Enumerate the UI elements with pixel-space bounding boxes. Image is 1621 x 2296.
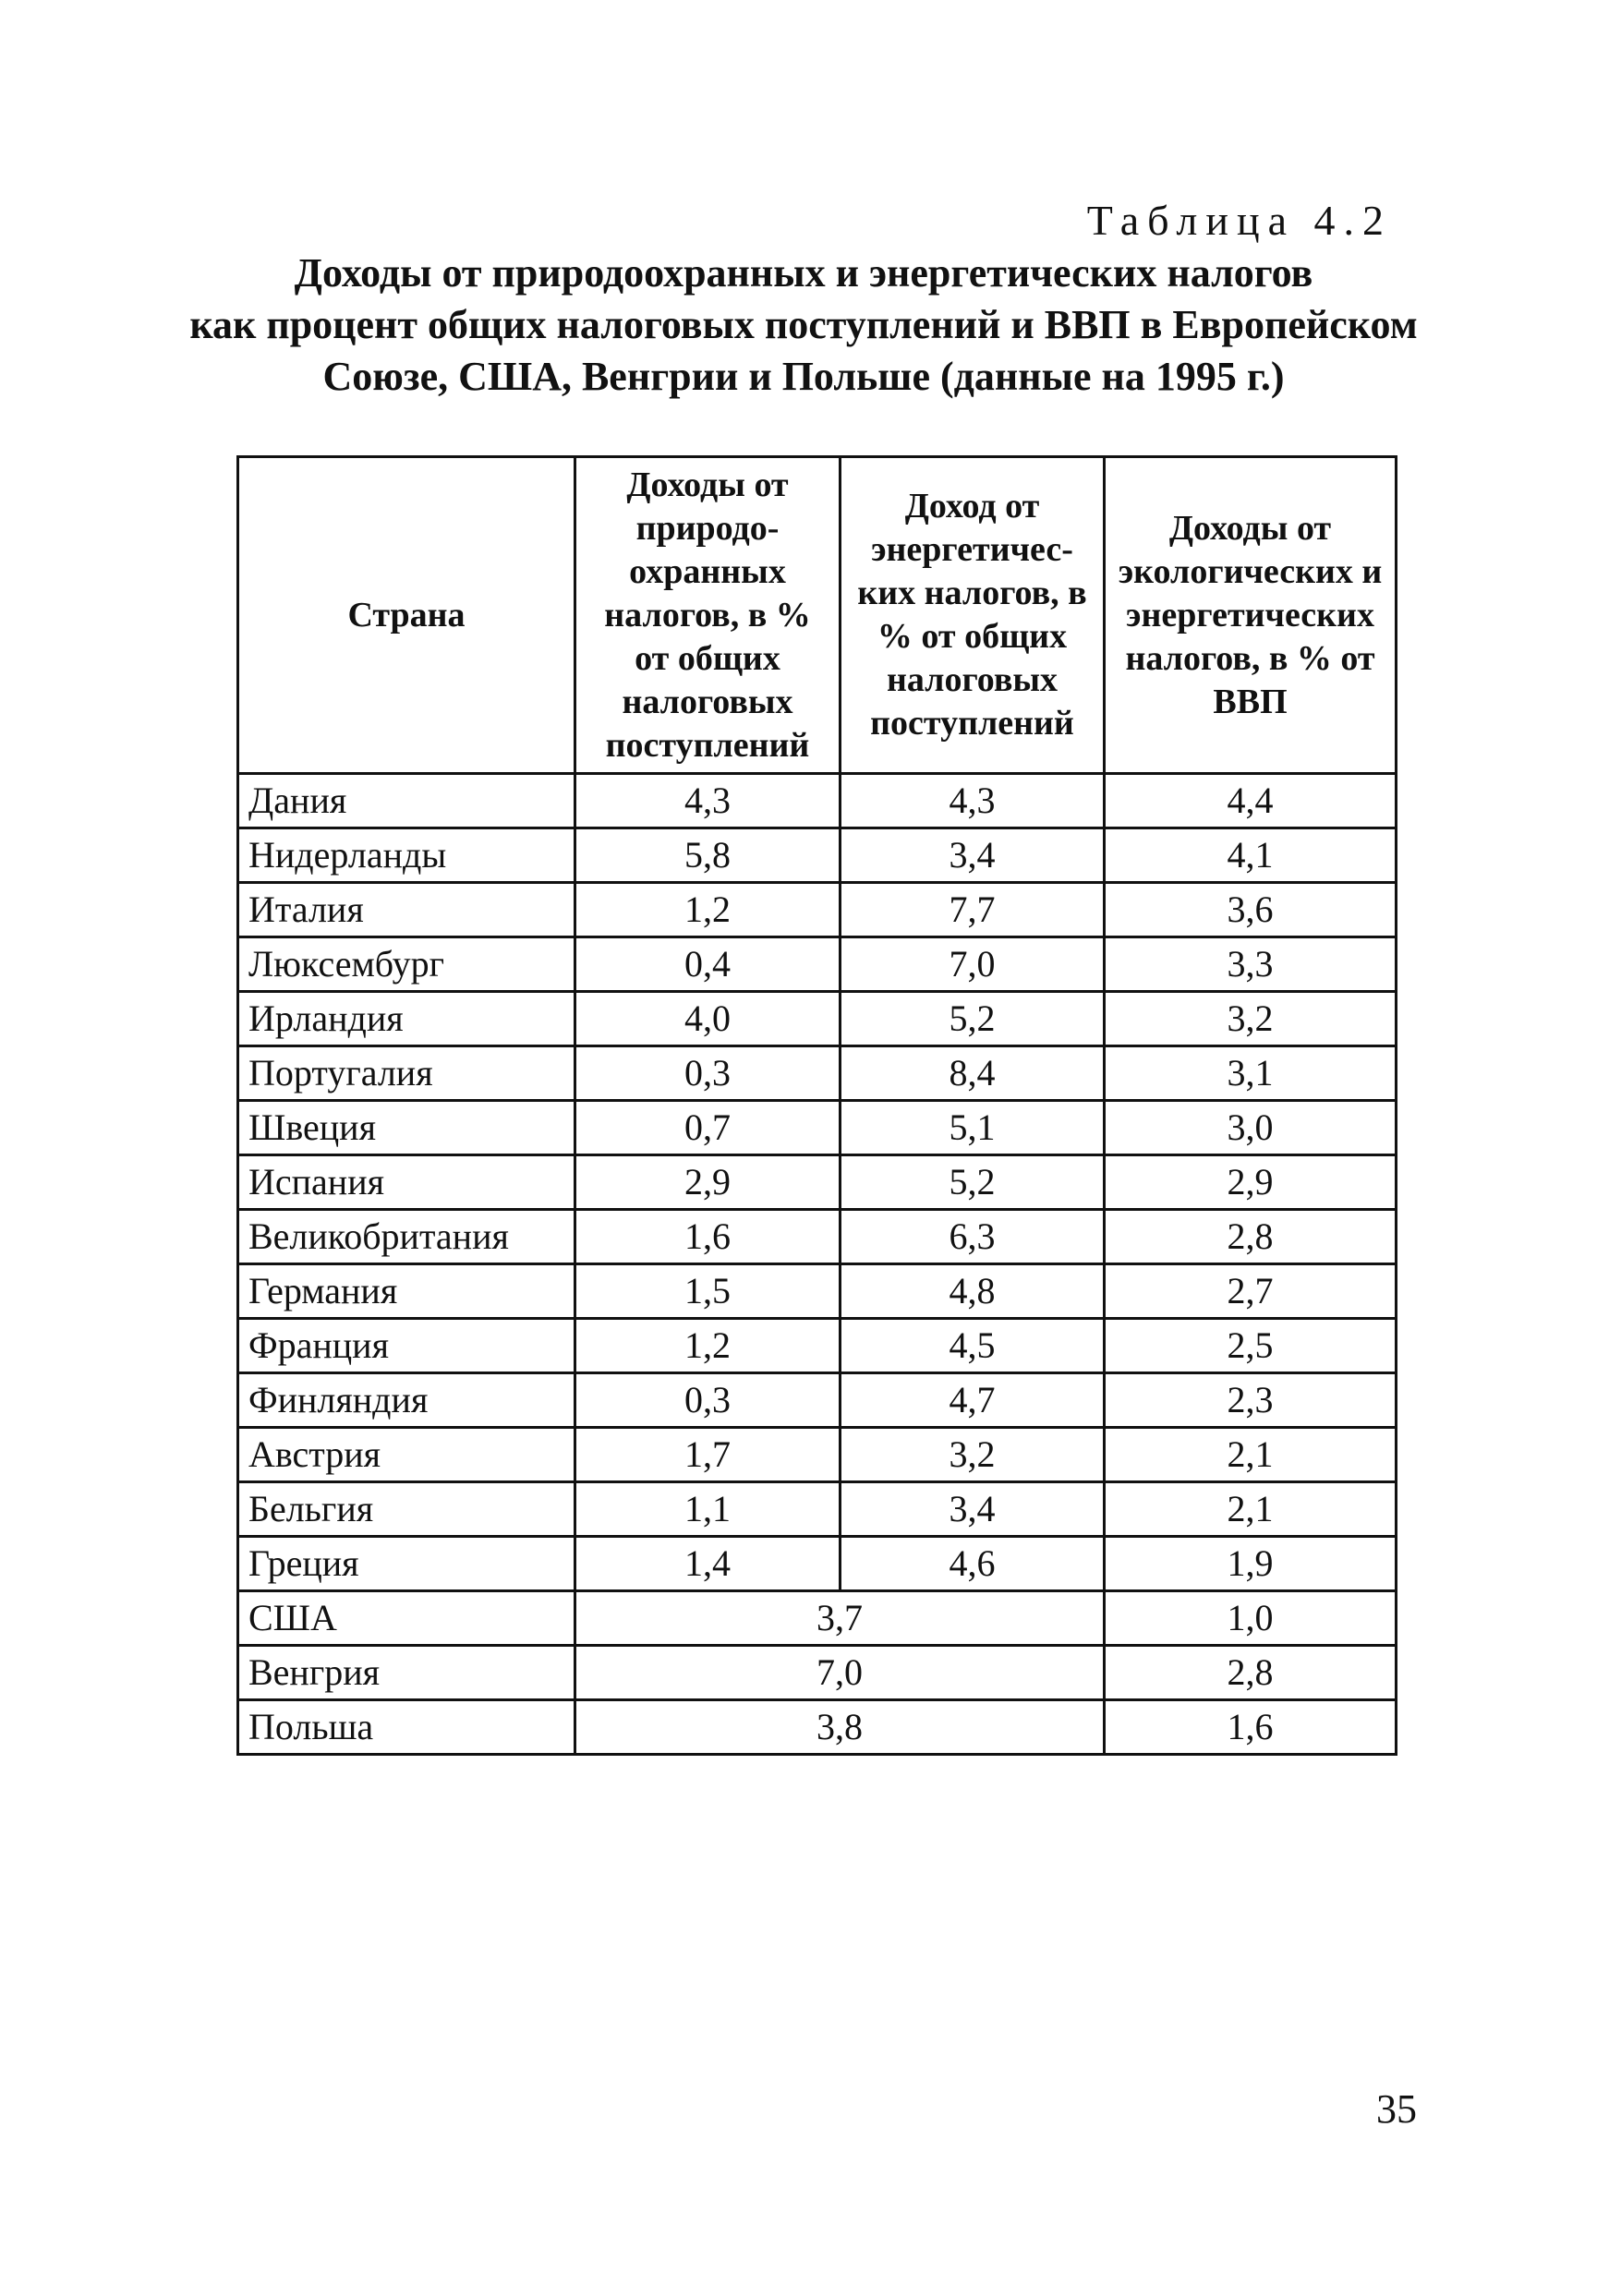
combined-taxes-cell: 3,8	[575, 1700, 1105, 1755]
caption-title-line: Доходы от природоохранных и энергетических налогов	[294, 250, 1313, 296]
env-taxes-cell: 1,6	[575, 1210, 841, 1264]
table-row	[238, 1591, 1397, 1646]
gdp-share-cell: 4,4	[1105, 774, 1397, 828]
gdp-share-cell: 1,0	[1105, 1591, 1397, 1646]
env-taxes-cell: 2,9	[575, 1155, 841, 1210]
header-gdp-share: Доходы от экологических и энергетических налогов, в % от ВВП	[1105, 457, 1397, 774]
table-row	[238, 1537, 1397, 1591]
env-taxes-cell: 1,4	[575, 1537, 841, 1591]
table-row	[238, 937, 1397, 992]
country-cell: Италия	[238, 883, 575, 937]
gdp-share-cell: 1,9	[1105, 1537, 1397, 1591]
table-row	[238, 1646, 1397, 1700]
energy-taxes-cell: 5,2	[841, 992, 1105, 1046]
gdp-share-cell: 2,3	[1105, 1373, 1397, 1428]
table-row	[238, 1319, 1397, 1373]
country-cell: Ирландия	[238, 992, 575, 1046]
env-taxes-cell: 0,3	[575, 1046, 841, 1101]
table-row	[238, 774, 1397, 828]
table-row	[238, 1482, 1397, 1537]
gdp-share-cell: 1,6	[1105, 1700, 1397, 1755]
env-taxes-cell: 0,4	[575, 937, 841, 992]
country-cell: Нидерланды	[238, 828, 575, 883]
energy-taxes-cell: 4,7	[841, 1373, 1105, 1428]
energy-taxes-cell: 7,7	[841, 883, 1105, 937]
page-number: 35	[1376, 2086, 1417, 2132]
energy-taxes-cell: 8,4	[841, 1046, 1105, 1101]
combined-taxes-cell: 7,0	[575, 1646, 1105, 1700]
country-cell: Финляндия	[238, 1373, 575, 1428]
country-cell: Бельгия	[238, 1482, 575, 1537]
tax-revenue-table	[236, 455, 1397, 1756]
table-row	[238, 1700, 1397, 1755]
country-cell: Германия	[238, 1264, 575, 1319]
country-cell: Дания	[238, 774, 575, 828]
gdp-share-cell: 4,1	[1105, 828, 1397, 883]
gdp-share-cell: 2,9	[1105, 1155, 1397, 1210]
country-cell: Франция	[238, 1319, 575, 1373]
table-caption-label: Таблица 4.2	[1086, 197, 1392, 244]
energy-taxes-cell: 4,6	[841, 1537, 1105, 1591]
energy-taxes-cell: 7,0	[841, 937, 1105, 992]
gdp-share-cell: 3,6	[1105, 883, 1397, 937]
gdp-share-cell: 2,1	[1105, 1428, 1397, 1482]
header-env-taxes: Доходы от природо-охранных налогов, в % от общих налоговых поступлений	[575, 457, 841, 774]
gdp-share-cell: 3,1	[1105, 1046, 1397, 1101]
gdp-share-cell: 2,8	[1105, 1210, 1397, 1264]
table-row	[238, 1428, 1397, 1482]
caption-title-line: как процент общих налоговых поступлений и ВВП в Европейском	[189, 302, 1418, 347]
energy-taxes-cell: 4,3	[841, 774, 1105, 828]
env-taxes-cell: 1,2	[575, 1319, 841, 1373]
combined-taxes-cell: 3,7	[575, 1591, 1105, 1646]
gdp-share-cell: 2,1	[1105, 1482, 1397, 1537]
table-row	[238, 1101, 1397, 1155]
country-cell: Венгрия	[238, 1646, 575, 1700]
env-taxes-cell: 1,1	[575, 1482, 841, 1537]
energy-taxes-cell: 4,8	[841, 1264, 1105, 1319]
env-taxes-cell: 4,0	[575, 992, 841, 1046]
energy-taxes-cell: 3,4	[841, 828, 1105, 883]
env-taxes-cell: 0,7	[575, 1101, 841, 1155]
table-row	[238, 1210, 1397, 1264]
gdp-share-cell: 2,5	[1105, 1319, 1397, 1373]
table-row	[238, 883, 1397, 937]
env-taxes-cell: 1,7	[575, 1428, 841, 1482]
env-taxes-cell: 1,5	[575, 1264, 841, 1319]
env-taxes-cell: 0,3	[575, 1373, 841, 1428]
country-cell: Австрия	[238, 1428, 575, 1482]
table-row	[238, 1373, 1397, 1428]
table-header-row	[238, 457, 1397, 774]
env-taxes-cell: 4,3	[575, 774, 841, 828]
header-country: Страна	[238, 457, 575, 774]
country-cell: Польша	[238, 1700, 575, 1755]
table-row	[238, 828, 1397, 883]
gdp-share-cell: 2,8	[1105, 1646, 1397, 1700]
env-taxes-cell: 5,8	[575, 828, 841, 883]
energy-taxes-cell: 5,2	[841, 1155, 1105, 1210]
country-cell: США	[238, 1591, 575, 1646]
gdp-share-cell: 3,2	[1105, 992, 1397, 1046]
country-cell: Люксембург	[238, 937, 575, 992]
energy-taxes-cell: 3,2	[841, 1428, 1105, 1482]
gdp-share-cell: 2,7	[1105, 1264, 1397, 1319]
energy-taxes-cell: 5,1	[841, 1101, 1105, 1155]
country-cell: Испания	[238, 1155, 575, 1210]
caption-title-line: Союзе, США, Венгрии и Польше (данные на 1995 г.)	[322, 354, 1285, 399]
country-cell: Великобритания	[238, 1210, 575, 1264]
country-cell: Греция	[238, 1537, 575, 1591]
country-cell: Швеция	[238, 1101, 575, 1155]
gdp-share-cell: 3,0	[1105, 1101, 1397, 1155]
table-caption-title	[185, 248, 1422, 403]
header-energy-taxes: Доход от энергетичес-ких налогов, в % от общих налоговых поступлений	[841, 457, 1105, 774]
energy-taxes-cell: 4,5	[841, 1319, 1105, 1373]
env-taxes-cell: 1,2	[575, 883, 841, 937]
gdp-share-cell: 3,3	[1105, 937, 1397, 992]
table-row	[238, 1155, 1397, 1210]
table-row	[238, 992, 1397, 1046]
table-body	[238, 774, 1397, 1755]
table-row	[238, 1264, 1397, 1319]
energy-taxes-cell: 6,3	[841, 1210, 1105, 1264]
country-cell: Португалия	[238, 1046, 575, 1101]
energy-taxes-cell: 3,4	[841, 1482, 1105, 1537]
table-row	[238, 1046, 1397, 1101]
